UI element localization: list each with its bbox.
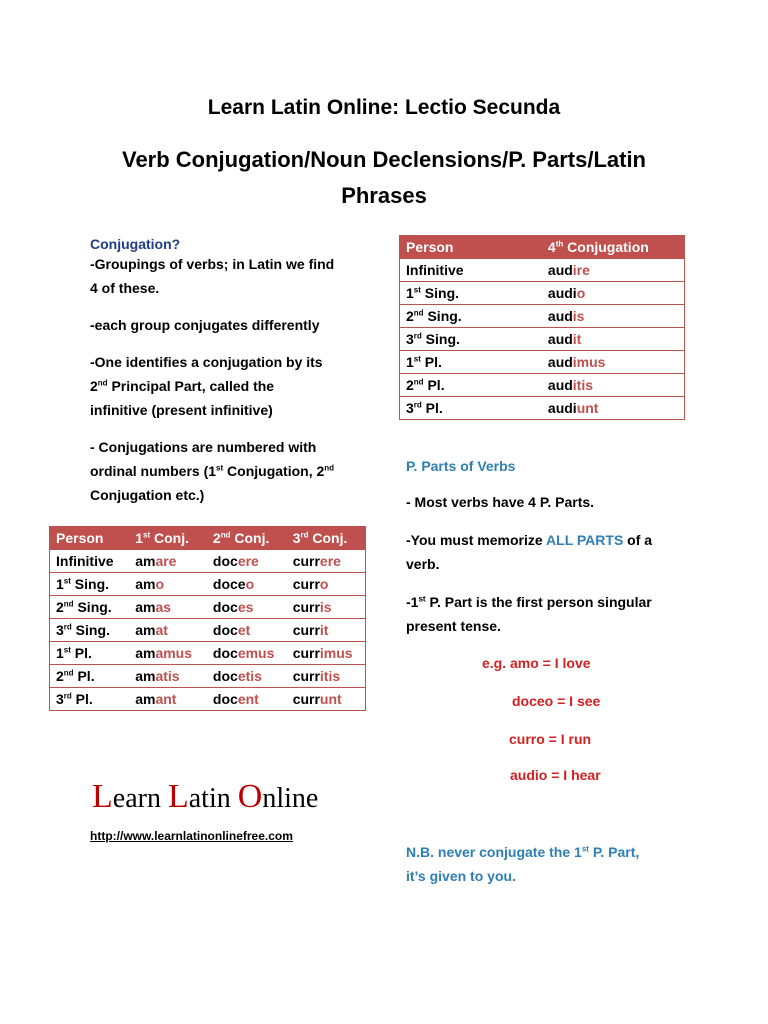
verb-form: amo	[129, 573, 207, 596]
all-parts-highlight: ALL PARTS	[546, 532, 624, 548]
verb-form: curro	[287, 573, 366, 596]
intro-line: 2nd Principal Part, called the	[90, 378, 275, 394]
intro-line: - Conjugations are numbered with	[90, 439, 317, 455]
table-row	[50, 596, 366, 619]
learn-latin-online-logo: Learn Latin Online	[92, 778, 319, 815]
table-header-cell: 1st Conj.	[129, 527, 207, 550]
verb-form: docet	[207, 619, 287, 642]
verb-form: auditis	[542, 374, 685, 397]
nb-note: N.B. never conjugate the 1st P. Part, it’s given to you.	[406, 844, 640, 884]
row-label: 2nd Pl.	[400, 374, 542, 397]
verb-form: currit	[287, 619, 366, 642]
row-label: 3rd Sing.	[50, 619, 130, 642]
verb-form: docere	[207, 550, 287, 573]
table-row	[400, 351, 685, 374]
table-row	[400, 397, 685, 420]
pparts-memorize: -You must memorize ALL PARTS of a verb.	[406, 532, 653, 572]
row-label: 3rd Pl.	[400, 397, 542, 420]
table-row	[50, 688, 366, 711]
intro-line: -One identifies a conjugation by its	[90, 354, 323, 370]
page-subtitle	[0, 142, 768, 214]
table-header-cell: 4th Conjugation	[542, 236, 685, 259]
verb-form: audiunt	[542, 397, 685, 420]
table-row	[400, 305, 685, 328]
row-label: Infinitive	[50, 550, 130, 573]
table-row	[50, 573, 366, 596]
table-row	[50, 665, 366, 688]
table-row	[400, 282, 685, 305]
row-label: 1st Sing.	[50, 573, 130, 596]
verb-form: docemus	[207, 642, 287, 665]
verb-form: amas	[129, 596, 207, 619]
row-label: 1st Sing.	[400, 282, 542, 305]
verb-form: amare	[129, 550, 207, 573]
row-label: 2nd Sing.	[50, 596, 130, 619]
verb-form: audis	[542, 305, 685, 328]
verb-form: amatis	[129, 665, 207, 688]
row-label: 3rd Sing.	[400, 328, 542, 351]
intro-line: Conjugation etc.)	[90, 487, 205, 503]
intro-line: infinitive (present infinitive)	[90, 402, 273, 418]
verb-form: docent	[207, 688, 287, 711]
row-label: 3rd Pl.	[50, 688, 130, 711]
verb-form: curris	[287, 596, 366, 619]
verb-form: currere	[287, 550, 366, 573]
table-row	[50, 619, 366, 642]
intro-line: -each group conjugates differently	[90, 317, 320, 333]
verb-form: amat	[129, 619, 207, 642]
intro-line: -Groupings of verbs; in Latin we find	[90, 256, 335, 272]
conjugation-table-1-3	[49, 526, 366, 711]
table-row	[400, 374, 685, 397]
row-label: 1st Pl.	[400, 351, 542, 374]
verb-form: currunt	[287, 688, 366, 711]
row-label: 1st Pl.	[50, 642, 130, 665]
example-doceo: doceo = I see	[512, 693, 601, 709]
row-label: 2nd Sing.	[400, 305, 542, 328]
table-header-cell: Person	[50, 527, 130, 550]
verb-form: audio	[542, 282, 685, 305]
verb-form: amant	[129, 688, 207, 711]
verb-form: doces	[207, 596, 287, 619]
row-label: Infinitive	[400, 259, 542, 282]
verb-form: amamus	[129, 642, 207, 665]
conjugation-table-4	[399, 235, 685, 420]
page-title: Learn Latin Online: Lectio Secunda	[207, 96, 561, 119]
verb-form: currimus	[287, 642, 366, 665]
table-row	[50, 642, 366, 665]
table-row	[400, 259, 685, 282]
pparts-first: -1st P. Part is the first person singular present tense.	[406, 594, 652, 634]
verb-form: audit	[542, 328, 685, 351]
row-label: 2nd Pl.	[50, 665, 130, 688]
table-row	[400, 328, 685, 351]
verb-form: audimus	[542, 351, 685, 374]
verb-form: curritis	[287, 665, 366, 688]
verb-form: audire	[542, 259, 685, 282]
subtitle-line-1: Verb Conjugation/Noun Declensions/P. Parts/Latin	[121, 147, 646, 172]
example-audio: audio = I hear	[510, 767, 601, 783]
conjugation-heading: Conjugation?	[90, 236, 181, 252]
verb-form: doceo	[207, 573, 287, 596]
subtitle-line-2: Phrases	[341, 183, 427, 208]
table-header-cell: 2nd Conj.	[207, 527, 287, 550]
table-header-cell: Person	[400, 236, 542, 259]
website-link[interactable]: http://www.learnlatinonlinefree.com	[90, 829, 293, 843]
table-header-cell: 3rd Conj.	[287, 527, 366, 550]
example-amo: e.g. amo = I love	[482, 655, 591, 671]
table-row	[50, 550, 366, 573]
intro-line: 4 of these.	[90, 280, 160, 296]
example-curro: curro = I run	[509, 731, 592, 747]
intro-line: ordinal numbers (1st Conjugation, 2nd	[90, 463, 335, 479]
verb-form: docetis	[207, 665, 287, 688]
pparts-line: - Most verbs have 4 P. Parts.	[406, 494, 595, 510]
conjugation-intro	[90, 232, 380, 507]
pparts-heading: P. Parts of Verbs	[406, 458, 516, 474]
